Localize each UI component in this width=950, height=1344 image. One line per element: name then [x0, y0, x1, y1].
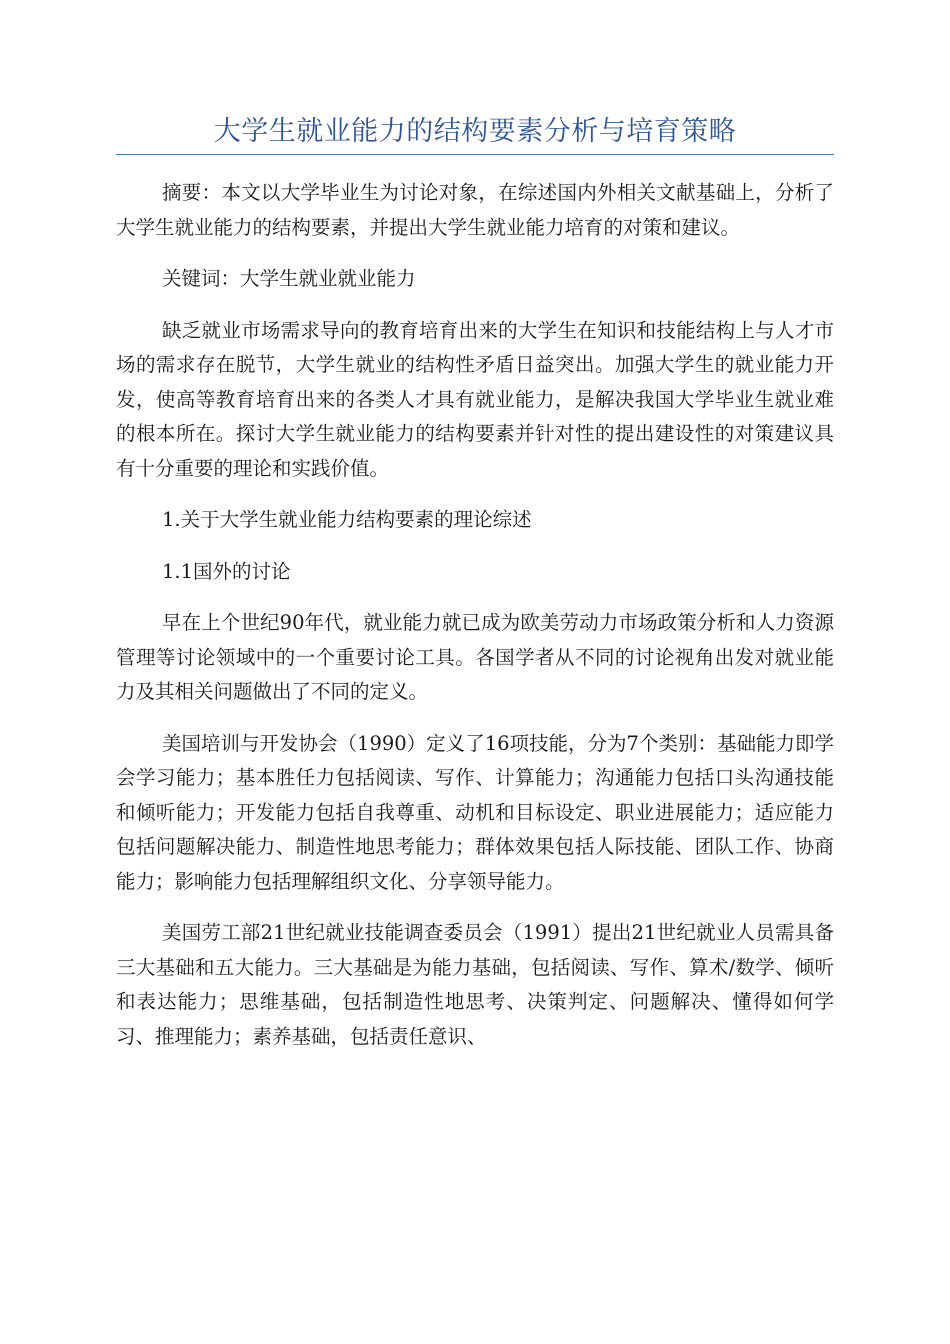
body-paragraph-2: 美国培训与开发协会（1990）定义了16项技能，分为7个类别：基础能力即学会学习能力；基本胜任力包括阅读、写作、计算能力；沟通能力包括口头沟通技能和倾听能力；开发能力包括自我尊重、动机和目标设定、职业进展能力；适应能力包括问题解决能力、制造性地思考能力；群体效果包括人际技能、团队工作、协商能力；影响能力包括理解组织文化、分享领导能力。	[116, 731, 834, 893]
title-underline	[116, 154, 834, 155]
section-1-heading: 1.关于大学生就业能力结构要素的理论综述	[162, 508, 532, 531]
keywords-line: 关键词：大学生就业就业能力	[162, 267, 416, 290]
document-title: 大学生就业能力的结构要素分析与培育策略	[213, 116, 737, 147]
body-paragraph-1: 早在上个世纪90年代，就业能力就已成为欧美劳动力市场政策分析和人力资源管理等讨论领域中的一个重要讨论工具。各国学者从不同的讨论视角出发对就业能力及其相关问题做出了不同的定义。	[116, 611, 834, 703]
abstract-paragraph: 摘要：本文以大学毕业生为讨论对象，在综述国内外相关文献基础上，分析了大学生就业能力的结构要素，并提出大学生就业能力培育的对策和建议。	[116, 181, 834, 239]
intro-paragraph: 缺乏就业市场需求导向的教育培育出来的大学生在知识和技能结构上与人才市场的需求存在脱节，大学生就业的结构性矛盾日益突出。加强大学生的就业能力开发，使高等教育培育出来的各类人才具有就业能力，是解决我国大学毕业生就业难的根本所在。探讨大学生就业能力的结构要素并针对性的提出建设性的对策建议具有十分重要的理论和实践价值。	[116, 318, 834, 480]
document-body	[116, 176, 834, 1071]
section-1-1-heading: 1.1国外的讨论	[162, 559, 291, 583]
body-paragraph-3: 美国劳工部21世纪就业技能调查委员会（1991）提出21世纪就业人员需具备三大基础和五大能力。三大基础是为能力基础，包括阅读、写作、算术/数学、倾听和表达能力；思维基础，包括制造性地思考、决策判定、问题解决、懂得如何学习、推理能力；素养基础，包括责任意识、	[116, 921, 834, 1048]
